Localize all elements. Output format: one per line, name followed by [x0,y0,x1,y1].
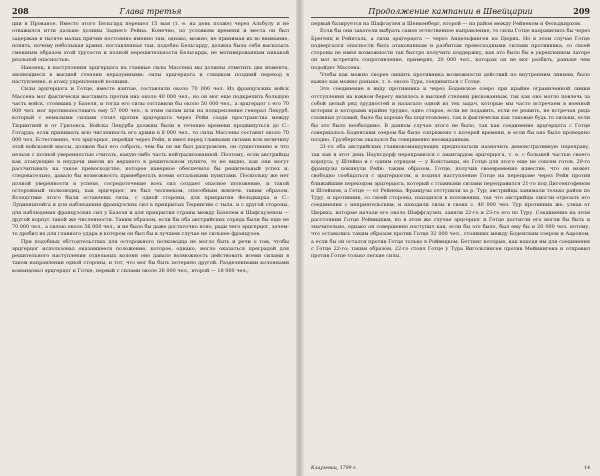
right-running-title: Продолжение кампании в Швейцарии [368,7,533,16]
right-paragraph-4: Это соединение в виду противника и через Боденское озеро при крайне ограниченной линии отступления на южном берегу являлось в высшей степени рискованным, так как оно могло повлечь за собой целый ряд трудностей и налагало одной из тех задач, которые мы часто встречаем в военной истории и которыми крайне трудно, одно старое, если не подавить, если ее решить, не встречая ряда сложных условий, было бы хорошо бы подготовлено, так и фактически как таковые будь то сильны, если бы это было необходимо. В данном случае этого не было, так как соединение эрцгерцога с Готце совершалось Боденским озером бы было сопряжено с потерей времени, и если бы оно было проведено поздно, Грузбергом оказался бы совершенно неожиданным. [311,86,590,143]
left-page [0,0,297,476]
left-paragraph-2: Наконец, в наступлении эрцгерцога на главные силы Массены мы должны отметить два момента, являющиеся в высшей степени неразумными: силы эрцгерцога и слишком поздний переход в наступление, и атаку укрепленной позиции. [12,64,289,85]
sheet-number: 14 [584,466,590,471]
left-page-number: 208 [12,6,29,16]
right-paragraph-2: Если бы они захотели выбрать самое естественное направление, то силы Готце направились бы через Брегенц и Рейнталь, а силы эрцгерцога — через Андельфинген на Цюрих. Но в этом случае Готце подвергался опасности быть атакованным и разбитым превосходными силами противника, со своей стороны не имея возможности так быстро получить поддержку, как это было бы в укрепленном лагере он мог встретить сопротивление, примерно, 20 000 чел., которых он не мог разбить, раньше чем подойдет Массена. [311,28,590,71]
right-page-number: 209 [573,6,590,16]
left-running-title: Глава третья [119,7,182,16]
right-page-footer [311,466,590,472]
left-paragraph-1: ции в Провансе. Вместо этого Бельгард перешел 15 мая (т. е. на день позже) через Альбулу и не отважился итти дальше долины Заднего Рейна. Конечно, по условиям времени и места он был задержан в тысяче малых причин постоянно именно там, однако, можно, не принимая их во внимание, понять, почему небольшая армия, поставленная там, подобно Бельгарду, должна была себя высказать смешным образом этой трусости и полной нерешительности Бельгарда, не мотивированным никакой реальной опасностью. [12,21,289,64]
right-paragraph-3: Чтобы как можно скорее лишить противника возможности действий по внутренним линиям, было важно как можно раньше, т. е. около Тура, соединиться с Готце. [311,71,590,85]
right-page [303,0,600,476]
right-page-header [311,6,590,18]
sheet-signature: Клаузевиц, 1799 г. [311,466,357,471]
left-paragraph-4: При подобных обстоятельствах для осторожного полководца не могло быть и речи о том, чтобы эрцгерцог использовал оказавшееся положение, которое, однако, могло оказаться преградой для решительного наступления отдельных колонн оно давало возможность действовать всеми силами в таком направлении одной стороны, и тот, что мог бы быть потеряно другой. Разделенными колоннами командовал эрцгерцог и Готце, первый с силами около 38 000 чел., второй — 18 000 чел.; [12,238,289,274]
left-paragraph-3: Силы эрцгерцога и Готце, вместе взятые, составляли около 70 000 чел. Из французских войск Массена мог фактически выставить против них около 40 000 чел.; но он мог еще подкрепить большую часть войск, стоявших у Базеля, и тогда его силы составили бы около 50 000 чел., а эрцгерцог с его 70 000 чел. мог противопоставить ему 57 000 чел.; к этим силам шли на подкрепление генерал Лекурб, который с немалыми силами стоял против эрцгерцога через Рейн сзади пространства между Тюрингией и от Гризонса. Войска Лекурба должны были в течение времени продвинуться до С.-Готарда; если принимать всю численность его армии в 8 000 чел., то силы Массены составят около 70 000 чел. Естественно, что эрцгерцог, перейдя через Рейн, и имел перед главными силами всю величину этой войсковой массы, должен был его собрать, чем бы он ни был разгромлен, он существенно и что нельзя с полной уверенностью считать, какую-либо часть нейтрализованной. Поэтому, если австрийцы как атакующие в неудачи имели из верхнего в решительном пункте, то не видно, как они могут рассчитывать на такое превосходство, которое наверное обеспечило бы решительный успех и, следовательно, давало бы возможность принебрегать всеми остальными пунктами. Поскольку же нет полной уверенности в успехе, сосредоточение всех сил создает опасное положение, и такой осторожный полководец, как эрцгерцог, не был человеком, способным вовлечь таким образом. Вследствие этого были оставлены силы, с одной стороны, для прикрытия Фельдкирха и С.-Луциенштейга и для наблюдения французских сил в прикрытых Тюрингию с тыла, и с другой стороны, для наблюдения французских сил у Базеля и для прикрытия страны между Базелем и Шафгаузеном — другой корпус такой же численности. Таким образом, если бы оба австрийских отряда были бы еще не 70 000 чел., а силою около 56 000 чел., и не было бы даже достаточно ясно, ради чего эрцгерцог, зачем-то дробил их для главного удара в котором он был бы в лучшем случае не сильнее французов. [12,86,289,238]
right-paragraph-1: первый базируется на Шафгаузен и Шенкенберг, второй — на район между Рейнеком и Фельдкирхом. [311,21,582,27]
right-paragraph-5: 21-го оба австрийских главнокомандующих предполагали назначить демонстративную переправу, так как в этот день Наунсдорф переправился с авангардом эрцгерцога, т. е. с большей частью своего корпуса, у Штейна и с одним отрядом — у Констанцы, но Готце для этого еще не совсем готов. 20-го французы покинули Рейн: таким образом, Готце, получив своевременно известие, что он может свободно сообщаться с эрцгерцогом, и поднял наступление Готце на переправе через Рейн против ближайшим переходом эрцгерцога, который с главными силами переправился 21-го под Диссенгофеном и Штейном, а Готце — от Рейнека. Французы отступили за р. Тур; австрийцы занимали только район по Туру, и противник, со своей стороны, находился в положении, так что австрийцы смогли отрезать его соединения с неприятельским, и находили силы в своих с. 40 000 чел. Тур противник же, узнав от Цюриха, которые начали его около Шаффгаузен, заняли 22-го и 23-го его по Туру. Соединение на этом расстоянии Готце Ройвицким, но в этом же случае эрцгерцог и Готце достигли его могли бы быть и значительно, однако он совершенно поступил как, если бы это было, был ему бы и 20 000 чел. потому, что оставались таким образом против Готце 32 000 чел., стоявших между Боденским озером и Аароном, а если бы он остался против Готце только в Ройвицком, Беттинг которые, как находя им для соединения с Готце 22-го; таким образом, 22-го стоял Готце у Тура Вигольтинген против Мейнингена и отправил против Готце только легкие силы. [311,144,590,259]
left-page-header [12,6,289,18]
